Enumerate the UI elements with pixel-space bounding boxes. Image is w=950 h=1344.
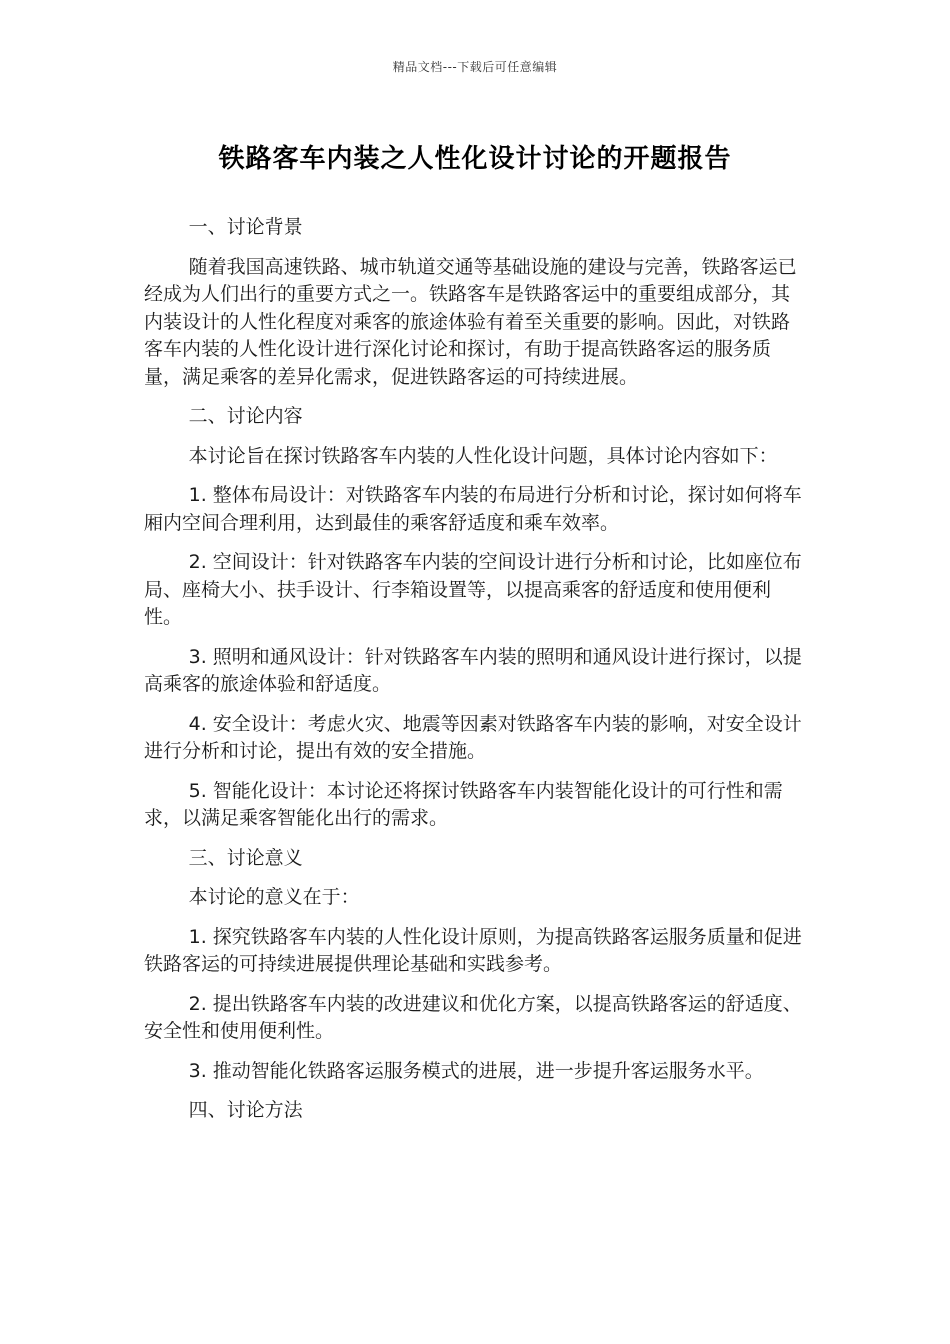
paragraph-background: 随着我国高速铁路、城市轨道交通等基础设施的建设与完善，铁路客运已经成为人们出行的重要方式之一。铁路客车是铁路客运中的重要组成部分，其内装设计的人性化程度对乘客的旅途体验有着至关重要的影响。因此，对铁路客车内装的人性化设计进行深化讨论和探讨，有助于提高铁路客运的服务质量，满足乘客的差异化需求，促进铁路客运的可持续进展。 <box>144 255 797 388</box>
document-body <box>144 214 808 1125</box>
list-item-lighting-design: 3. 照明和通风设计：针对铁路客车内装的照明和通风设计进行探讨，以提高乘客的旅途体验和舒适度。 <box>144 645 802 695</box>
list-item-smart-design: 5. 智能化设计：本讨论还将探讨铁路客车内装智能化设计的可行性和需求，以满足乘客智能化出行的需求。 <box>144 779 783 829</box>
paragraph-significance-intro: 本讨论的意义在于： <box>188 886 360 908</box>
section-heading-method: 四、讨论方法 <box>188 1099 303 1121</box>
list-item-safety-design: 4. 安全设计：考虑火灾、地震等因素对铁路客车内装的影响，对安全设计进行分析和讨论，提出有效的安全措施。 <box>144 712 802 762</box>
section-heading-background: 一、讨论背景 <box>188 216 303 238</box>
section-heading-significance: 三、讨论意义 <box>188 846 303 869</box>
section-heading-content: 二、讨论内容 <box>188 405 303 427</box>
header-note: 精品文档---下载后可任意编辑 <box>392 60 558 74</box>
list-item-layout-design: 1. 整体布局设计：对铁路客车内装的布局进行分析和讨论，探讨如何将车厢内空间合理利用，达到最佳的乘客舒适度和乘车效率。 <box>144 484 802 534</box>
list-item-significance-2: 2. 提出铁路客车内装的改进建议和优化方案，以提高铁路客运的舒适度、安全性和使用便利性。 <box>144 992 802 1042</box>
document-title: 铁路客车内装之人性化设计讨论的开题报告 <box>218 144 732 174</box>
list-item-significance-3: 3. 推动智能化铁路客运服务模式的进展，进一步提升客运服务水平。 <box>188 1059 764 1082</box>
list-item-significance-1: 1. 探究铁路客车内装的人性化设计原则，为提高铁路客运服务质量和促进铁路客运的可持续进展提供理论基础和实践参考。 <box>144 925 802 975</box>
list-item-space-design: 2. 空间设计：针对铁路客车内装的空间设计进行分析和讨论，比如座位布局、座椅大小、扶手设计、行李箱设置等，以提高乘客的舒适度和使用便利性。 <box>144 551 802 628</box>
paragraph-content-intro: 本讨论旨在探讨铁路客车内装的人性化设计问题，具体讨论内容如下： <box>188 444 778 467</box>
